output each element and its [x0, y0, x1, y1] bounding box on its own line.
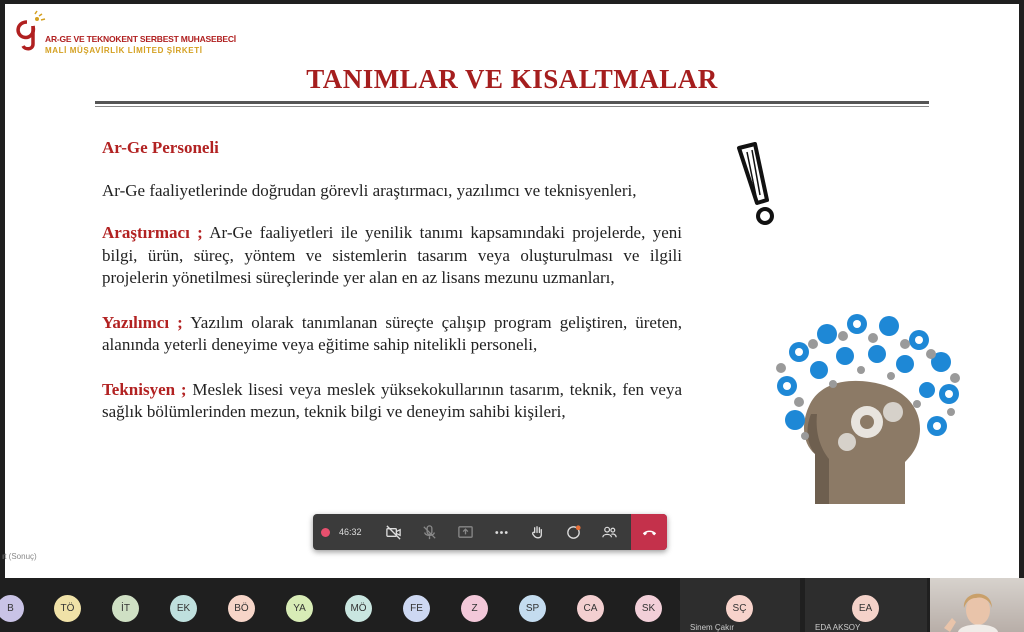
logo-mark-icon: [13, 10, 47, 52]
share-icon: [457, 524, 474, 541]
recording-indicator: [313, 514, 375, 550]
title-divider-thin: [95, 106, 929, 107]
participant-avatar[interactable]: SP: [519, 595, 546, 622]
company-logo: [13, 10, 236, 58]
participant-video-icon: [930, 578, 1024, 632]
camera-off-button[interactable]: [375, 514, 411, 550]
mic-off-button[interactable]: [411, 514, 447, 550]
recording-time: 46:32: [339, 527, 362, 537]
participant-avatar[interactable]: YA: [286, 595, 313, 622]
logo-line-2: MALİ MÜŞAVİRLİK LİMİTED ŞİRKETİ: [45, 46, 203, 55]
participant-avatar[interactable]: SK: [635, 595, 662, 622]
participant-avatar[interactable]: B: [0, 595, 24, 622]
chat-icon: [565, 524, 582, 541]
people-icon: [601, 524, 618, 541]
participant-avatar[interactable]: TÖ: [54, 595, 81, 622]
participant-avatar[interactable]: BÖ: [228, 595, 255, 622]
side-label: ıt (Sonuç): [2, 552, 37, 561]
logo-line-1: AR-GE VE TEKNOKENT SERBEST MUHASEBECİ: [45, 34, 236, 44]
participant-avatar[interactable]: EK: [170, 595, 197, 622]
leave-call-button[interactable]: [631, 514, 667, 550]
definition-researcher: [102, 222, 682, 290]
presentation-slide: [5, 4, 1019, 578]
participant-avatar: EA: [852, 595, 879, 622]
more-icon: [493, 524, 510, 541]
definition-software-developer: [102, 312, 682, 357]
more-options-button[interactable]: [483, 514, 519, 550]
definition-term: Yazılımcı ;: [102, 312, 183, 332]
raise-hand-button[interactable]: [519, 514, 555, 550]
title-divider: [95, 101, 929, 104]
participant-avatar[interactable]: CA: [577, 595, 604, 622]
record-dot-icon: [321, 528, 330, 537]
definition-text: Ar-Ge faaliyetleri ile yenilik tanımı kapsamındaki projelerde, yeni bilgi, ürün, süreç, yöntem ve sistemlerin tasarım veya oluşturulması ve ilgili projelerin yönetilmesi süreçlerinde yer alan en az lisans mezunu uzmanları,: [102, 223, 682, 287]
participants-button[interactable]: [591, 514, 627, 550]
participant-name: EDA AKSOY: [815, 623, 861, 632]
hang-up-icon: [641, 524, 658, 541]
section-heading: Ar-Ge Personeli: [102, 138, 219, 157]
chat-button[interactable]: [555, 514, 591, 550]
definition-term: Teknisyen ;: [102, 379, 187, 399]
intro-text: Ar-Ge faaliyetlerinde doğrudan görevli araştırmacı, yazılımcı ve teknisyenleri,: [102, 180, 637, 200]
participant-avatar[interactable]: Z: [461, 595, 488, 622]
slide-content: [102, 137, 682, 424]
definition-technician: [102, 379, 682, 424]
definition-text: Yazılım olarak tanımlanan süreçte çalışıp program geliştiren, üreten, alanında yeterli deneyime veya eğitime sahip nitelikli personeli,: [102, 312, 682, 354]
participant-avatar[interactable]: İT: [112, 595, 139, 622]
slide-title: TANIMLAR VE KISALTMALAR: [306, 64, 718, 94]
camera-off-icon: [385, 524, 402, 541]
definition-term: Araştırmacı ;: [102, 223, 203, 242]
participant-video[interactable]: [930, 578, 1024, 632]
definition-text: Meslek lisesi veya meslek yüksekokullarının tasarım, teknik, fen veya sağlık bölümlerinden mezun, teknik bilgi ve deneyim sahibi kişileri,: [102, 379, 682, 421]
hand-icon: [529, 524, 546, 541]
participant-avatar[interactable]: MÖ: [345, 595, 372, 622]
participant-strip: [0, 578, 1024, 632]
participant-tile[interactable]: [805, 578, 927, 632]
share-screen-button[interactable]: [447, 514, 483, 550]
mic-off-icon: [421, 524, 438, 541]
participant-avatar[interactable]: FE: [403, 595, 430, 622]
participant-avatar: SÇ: [726, 595, 753, 622]
head-with-ideas-illustration: [755, 304, 975, 504]
exclamation-icon: [725, 138, 785, 230]
participant-name: Sinem Çakır: [690, 623, 735, 632]
participant-tile[interactable]: [680, 578, 800, 632]
meeting-toolbar: [313, 514, 667, 550]
